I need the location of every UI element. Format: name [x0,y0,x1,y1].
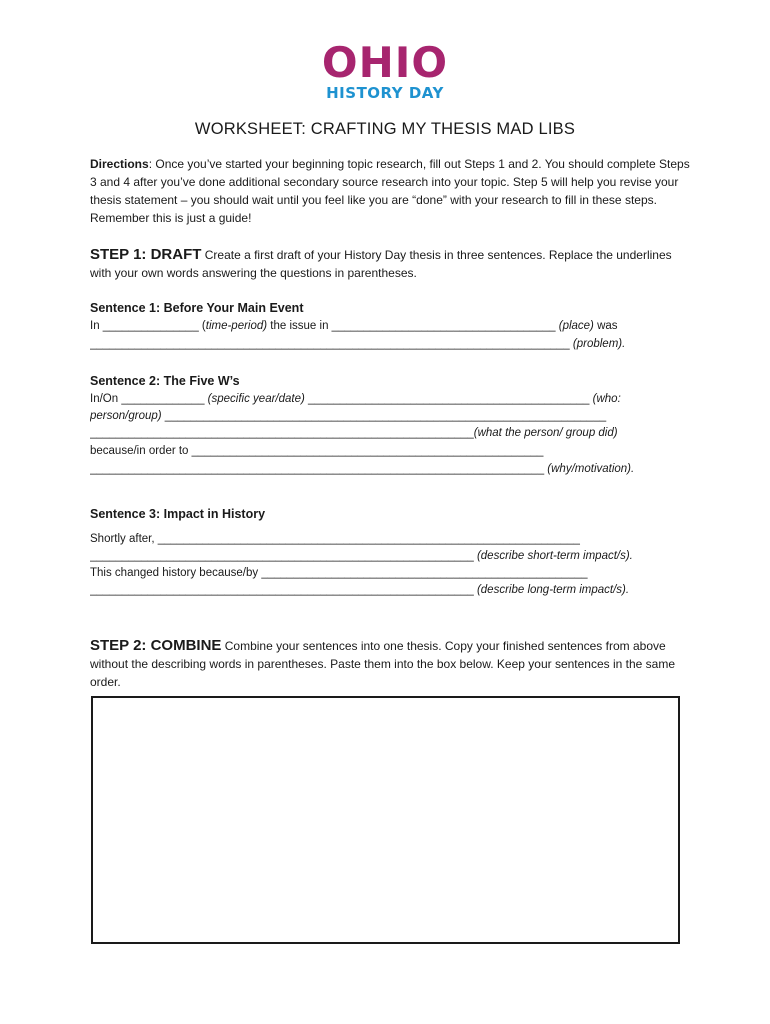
sentence2-line2[interactable] [90,410,680,422]
step1-paragraph [90,246,690,282]
sentence1-line2-a: ___________________________________________________________________________ [90,338,573,350]
step2-heading: STEP 2: COMBINE [90,637,222,654]
sentence3-line3[interactable]: This changed history because/by ___________________________________________________ [90,567,588,579]
sentence2-line1-hint-date: (specific year/date) [207,393,305,405]
sentence1-line1-c: the issue in ___________________________________ [267,320,559,332]
step1-text: Create a first draft of your History Day thesis in three sentences. Replace the underlines with your own words answering the questions in parentheses. [90,248,672,280]
step2-text: Combine your sentences into one thesis. Copy your finished sentences from above without the describing words in parentheses. Paste them into the box below. Keep your sentences in the same order. [90,639,676,689]
directions-text: : Once you’ve started your beginning topic research, fill out Steps 1 and 2. You should complete Steps 3 and 4 after you’ve done additional secondary source research into your topic. Step 5 will help you revise your thesis statement – you should wait until you feel like you are “done” with your research to fill in these steps. Remember this is just a guide! [90,157,690,225]
sentence2-line1-c: ____________________________________________ [304,393,593,405]
sentence2-heading: Sentence 2: The Five W’s [90,374,240,388]
sentence2-line1[interactable] [90,393,680,405]
sentence2-line5-a: _______________________________________________________________________ [90,463,548,475]
sentence1-line2[interactable] [90,338,680,350]
directions-paragraph [90,155,690,227]
sentence1-heading: Sentence 1: Before Your Main Event [90,301,304,315]
sentence1-line1-hint-place: (place) [558,320,594,332]
sentence3-heading: Sentence 3: Impact in History [90,507,266,521]
sentence3-line4[interactable] [90,584,680,596]
sentence2-line1-hint-who: (who: [592,393,621,405]
sentence2-line2-b: _____________________________________________________________________ [161,410,607,422]
logo-ohio-text: OHIO [321,38,449,87]
sentence2-line2-hint-person: person/group) [90,410,162,422]
logo-history-day-text: HISTORY DAY [326,84,444,102]
sentence3-line1[interactable]: Shortly after, __________________________________________________________________ [90,533,580,545]
sentence3-line4-hint-long: (describe long-term impact/s). [476,584,630,596]
sentence1-line1[interactable] [90,320,680,332]
sentence1-line1-hint-time: time-period) [205,320,268,332]
step2-paragraph [90,637,690,691]
sentence1-line1-e: was [593,320,618,332]
sentence3-line4-a: ____________________________________________________________ [90,584,477,596]
sentence3-line2[interactable] [90,550,680,562]
step1-heading: STEP 1: DRAFT [90,246,202,263]
sentence2-line4[interactable]: because/in order to _______________________________________________________ [90,445,544,457]
sentence3-line2-hint-short: (describe short-term impact/s). [476,550,633,562]
thesis-answer-box[interactable] [91,696,680,944]
sentence1-line1-a: In _______________ ( [90,320,206,332]
ohio-history-day-logo [0,38,770,102]
page-title: WORKSHEET: CRAFTING MY THESIS MAD LIBS [194,120,576,138]
sentence3-line2-a: ____________________________________________________________ [90,550,477,562]
sentence2-line1-a: In/On _____________ [90,393,208,405]
sentence2-line5-hint-why: (why/motivation). [547,463,635,475]
directions-label: Directions [90,157,149,171]
sentence2-line3[interactable] [90,427,680,439]
sentence1-line2-hint-problem: (problem). [572,338,626,350]
sentence2-line5[interactable] [90,463,680,475]
sentence2-line3-a: ____________________________________________________________ [90,427,474,439]
sentence2-line3-hint-did: (what the person/ group did) [473,427,618,439]
